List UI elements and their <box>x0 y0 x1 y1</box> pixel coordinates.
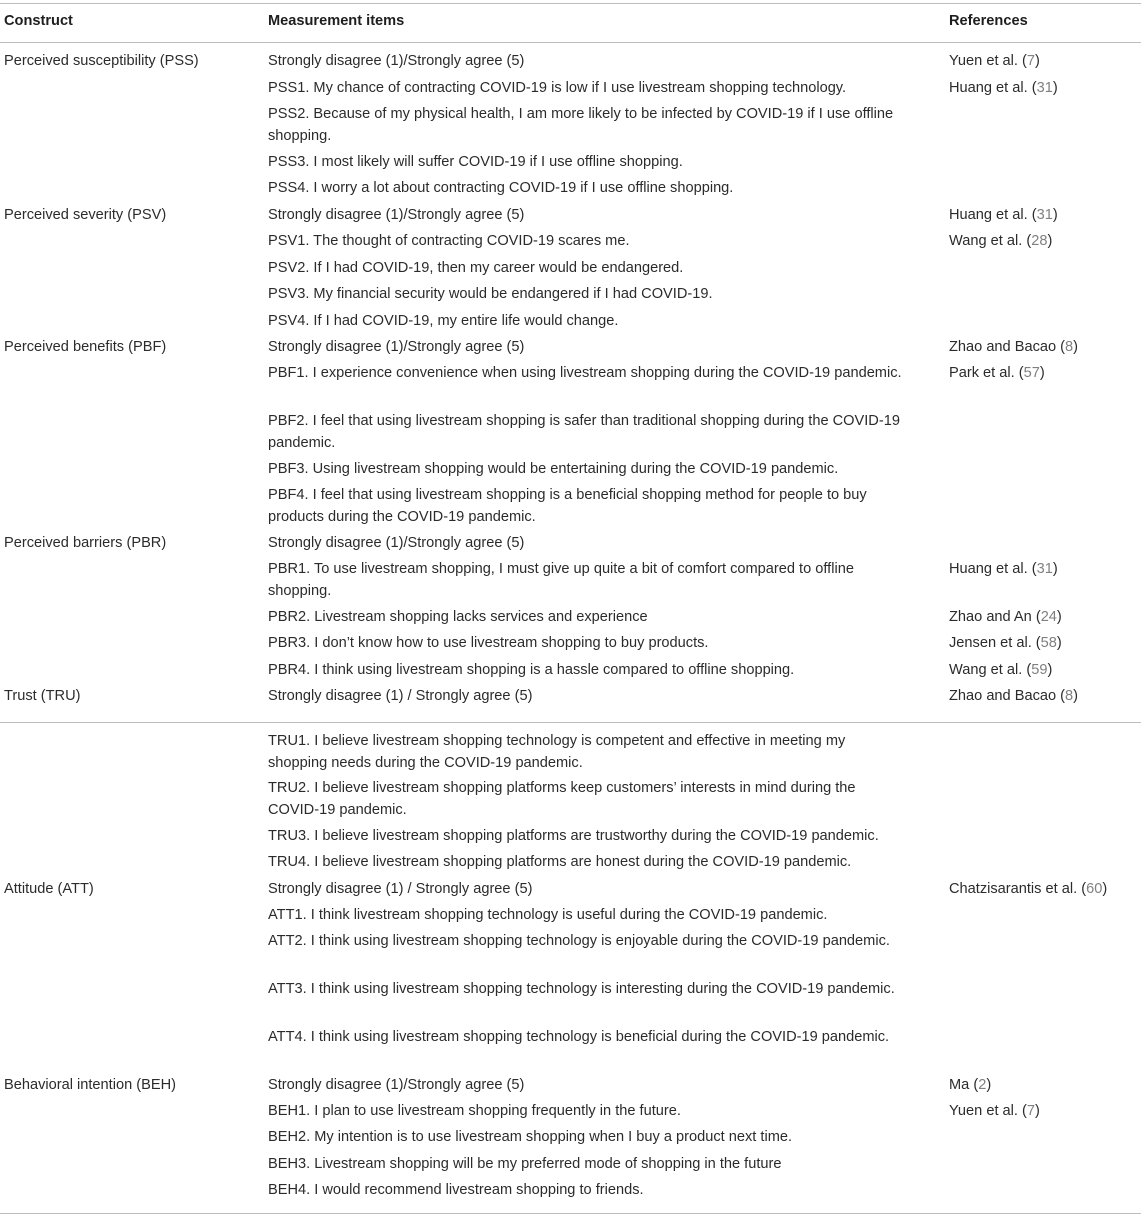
reference-author: Huang et al. ( <box>949 561 1037 577</box>
header-references: References <box>949 13 1028 29</box>
reference-author: Chatzisarantis et al. ( <box>949 881 1087 897</box>
reference-author: Zhao and Bacao ( <box>949 688 1066 704</box>
reference-number-link[interactable]: 31 <box>1036 207 1053 223</box>
reference-author: Zhao and An ( <box>949 609 1041 625</box>
measurement-item-cell: Strongly disagree (1) / Strongly agree (5) <box>268 881 533 897</box>
measurement-item-cell: PBR2. Livestream shopping lacks services and experience <box>268 609 648 625</box>
reference-close-paren: ) <box>1073 339 1079 355</box>
reference-author: Ma ( <box>949 1077 979 1093</box>
reference-number-link[interactable]: 60 <box>1086 881 1103 897</box>
reference-author: Wang et al. ( <box>949 233 1032 249</box>
reference-cell <box>949 660 1052 682</box>
measurement-item-cell: PSV1. The thought of contracting COVID-19 scares me. <box>268 233 630 249</box>
header-measurement-items: Measurement items <box>268 13 405 29</box>
reference-number-link[interactable]: 7 <box>1026 1103 1036 1119</box>
reference-cell <box>949 363 1045 385</box>
measurement-item-cell: Strongly disagree (1)/Strongly agree (5) <box>268 207 525 223</box>
measurement-item-cell: TRU4. I believe livestream shopping platforms are honest during the COVID-19 pandemic. <box>268 854 852 870</box>
construct-cell: Perceived barriers (PBR) <box>4 535 167 551</box>
reference-author: Yuen et al. ( <box>949 53 1027 69</box>
measurement-item-cell: PSS4. I worry a lot about contracting COVID-19 if I use offline shopping. <box>268 180 734 196</box>
measurement-item-cell: PBR3. I don’t know how to use livestream shopping to buy products. <box>268 635 709 651</box>
measurement-item-cell: PBF1. I experience convenience when using livestream shopping during the COVID-19 pandemic. <box>268 365 902 381</box>
measurement-item-cell: PBF2. I feel that using livestream shopping is safer than traditional shopping during the COVID-19 pandemic. <box>268 413 900 451</box>
reference-cell <box>949 1075 991 1097</box>
measurement-item-cell: PSS3. I most likely will suffer COVID-19 if I use offline shopping. <box>268 154 683 170</box>
table-mid-rule <box>0 722 1141 723</box>
reference-close-paren: ) <box>1052 80 1058 96</box>
reference-author: Zhao and Bacao ( <box>949 339 1066 355</box>
reference-number-link[interactable]: 28 <box>1031 233 1048 249</box>
measurement-item-cell: PSS1. My chance of contracting COVID-19 is low if I use livestream shopping technology. <box>268 80 847 96</box>
reference-author: Jensen et al. ( <box>949 635 1041 651</box>
reference-close-paren: ) <box>1056 609 1062 625</box>
reference-close-paren: ) <box>1056 635 1062 651</box>
table-top-rule <box>0 3 1141 4</box>
reference-cell <box>949 205 1058 227</box>
reference-cell <box>949 1101 1040 1123</box>
measurement-item-cell: Strongly disagree (1)/Strongly agree (5) <box>268 535 525 551</box>
construct-cell: Attitude (ATT) <box>4 881 94 897</box>
reference-number-link[interactable]: 8 <box>1065 688 1074 704</box>
measurement-item-cell: TRU2. I believe livestream shopping platforms keep customers’ interests in mind during the COVID-19 pandemic. <box>268 780 856 818</box>
reference-number-link[interactable]: 24 <box>1040 609 1057 625</box>
reference-cell <box>949 633 1062 655</box>
reference-number-link[interactable]: 58 <box>1040 635 1057 651</box>
reference-number-link[interactable]: 31 <box>1036 80 1053 96</box>
measurement-item-cell: PBF4. I feel that using livestream shopping is a beneficial shopping method for people to buy products during the COVID-19 pandemic. <box>268 487 867 525</box>
measurement-item-cell: TRU3. I believe livestream shopping platforms are trustworthy during the COVID-19 pandemic. <box>268 828 879 844</box>
reference-close-paren: ) <box>1047 662 1053 678</box>
reference-cell <box>949 78 1058 100</box>
measurement-item-cell: BEH4. I would recommend livestream shopping to friends. <box>268 1182 644 1198</box>
reference-author: Huang et al. ( <box>949 80 1037 96</box>
reference-close-paren: ) <box>986 1077 992 1093</box>
reference-close-paren: ) <box>1052 207 1058 223</box>
reference-close-paren: ) <box>1039 365 1045 381</box>
reference-number-link[interactable]: 59 <box>1031 662 1048 678</box>
reference-close-paren: ) <box>1052 561 1058 577</box>
measurement-item-cell: Strongly disagree (1)/Strongly agree (5) <box>268 339 525 355</box>
reference-cell <box>949 879 1107 901</box>
reference-cell <box>949 559 1058 581</box>
reference-cell <box>949 607 1062 629</box>
reference-author: Wang et al. ( <box>949 662 1032 678</box>
measurement-item-cell: ATT1. I think livestream shopping technology is useful during the COVID-19 pandemic. <box>268 907 828 923</box>
reference-number-link[interactable]: 7 <box>1026 53 1036 69</box>
measurement-item-cell: BEH3. Livestream shopping will be my preferred mode of shopping in the future <box>268 1156 782 1172</box>
reference-author: Park et al. ( <box>949 365 1024 381</box>
construct-cell: Perceived susceptibility (PSS) <box>4 53 199 69</box>
measurement-item-cell: BEH1. I plan to use livestream shopping frequently in the future. <box>268 1103 681 1119</box>
reference-number-link[interactable]: 57 <box>1023 365 1040 381</box>
construct-cell: Perceived benefits (PBF) <box>4 339 167 355</box>
measurement-item-cell: PSV4. If I had COVID-19, my entire life would change. <box>268 313 619 329</box>
reference-number-link[interactable]: 2 <box>978 1077 987 1093</box>
measurement-item-cell: ATT2. I think using livestream shopping technology is enjoyable during the COVID-19 pandemic. <box>268 933 890 949</box>
measurement-item-cell: PSV2. If I had COVID-19, then my career would be endangered. <box>268 260 684 276</box>
reference-cell <box>949 231 1052 253</box>
reference-close-paren: ) <box>1047 233 1053 249</box>
construct-cell: Perceived severity (PSV) <box>4 207 167 223</box>
measurement-item-cell: ATT3. I think using livestream shopping technology is interesting during the COVID-19 pandemic. <box>268 981 895 997</box>
measurement-item-cell: ATT4. I think using livestream shopping technology is beneficial during the COVID-19 pandemic. <box>268 1029 890 1045</box>
measurement-item-cell: BEH2. My intention is to use livestream shopping when I buy a product next time. <box>268 1129 793 1145</box>
table-bottom-rule <box>0 1213 1141 1214</box>
measurement-item-cell: Strongly disagree (1)/Strongly agree (5) <box>268 53 525 69</box>
reference-close-paren: ) <box>1102 881 1108 897</box>
reference-close-paren: ) <box>1035 53 1040 69</box>
reference-cell <box>949 686 1078 708</box>
measurement-item-cell: Strongly disagree (1) / Strongly agree (5) <box>268 688 533 704</box>
reference-number-link[interactable]: 31 <box>1036 561 1053 577</box>
reference-author: Huang et al. ( <box>949 207 1037 223</box>
construct-cell: Behavioral intention (BEH) <box>4 1077 176 1093</box>
construct-cell: Trust (TRU) <box>4 688 81 704</box>
reference-author: Yuen et al. ( <box>949 1103 1027 1119</box>
measurement-item-cell: PSV3. My financial security would be endangered if I had COVID-19. <box>268 286 713 302</box>
reference-close-paren: ) <box>1035 1103 1040 1119</box>
reference-number-link[interactable]: 8 <box>1065 339 1074 355</box>
header-construct: Construct <box>4 13 73 29</box>
measurement-item-cell: PBR1. To use livestream shopping, I must give up quite a bit of comfort compared to offline shopping. <box>268 561 854 599</box>
measurement-item-cell: PSS2. Because of my physical health, I am more likely to be infected by COVID-19 if I use offline shopping. <box>268 106 894 144</box>
reference-cell <box>949 337 1078 359</box>
measurement-item-cell: PBF3. Using livestream shopping would be entertaining during the COVID-19 pandemic. <box>268 461 839 477</box>
measurement-item-cell: PBR4. I think using livestream shopping is a hassle compared to offline shopping. <box>268 662 795 678</box>
measurement-item-cell: Strongly disagree (1)/Strongly agree (5) <box>268 1077 525 1093</box>
header-rule <box>0 42 1141 43</box>
reference-close-paren: ) <box>1073 688 1079 704</box>
reference-cell <box>949 51 1040 73</box>
measurement-item-cell: TRU1. I believe livestream shopping technology is competent and effective in meeting my shopping needs during the COVID-19 pandemic. <box>268 733 846 771</box>
